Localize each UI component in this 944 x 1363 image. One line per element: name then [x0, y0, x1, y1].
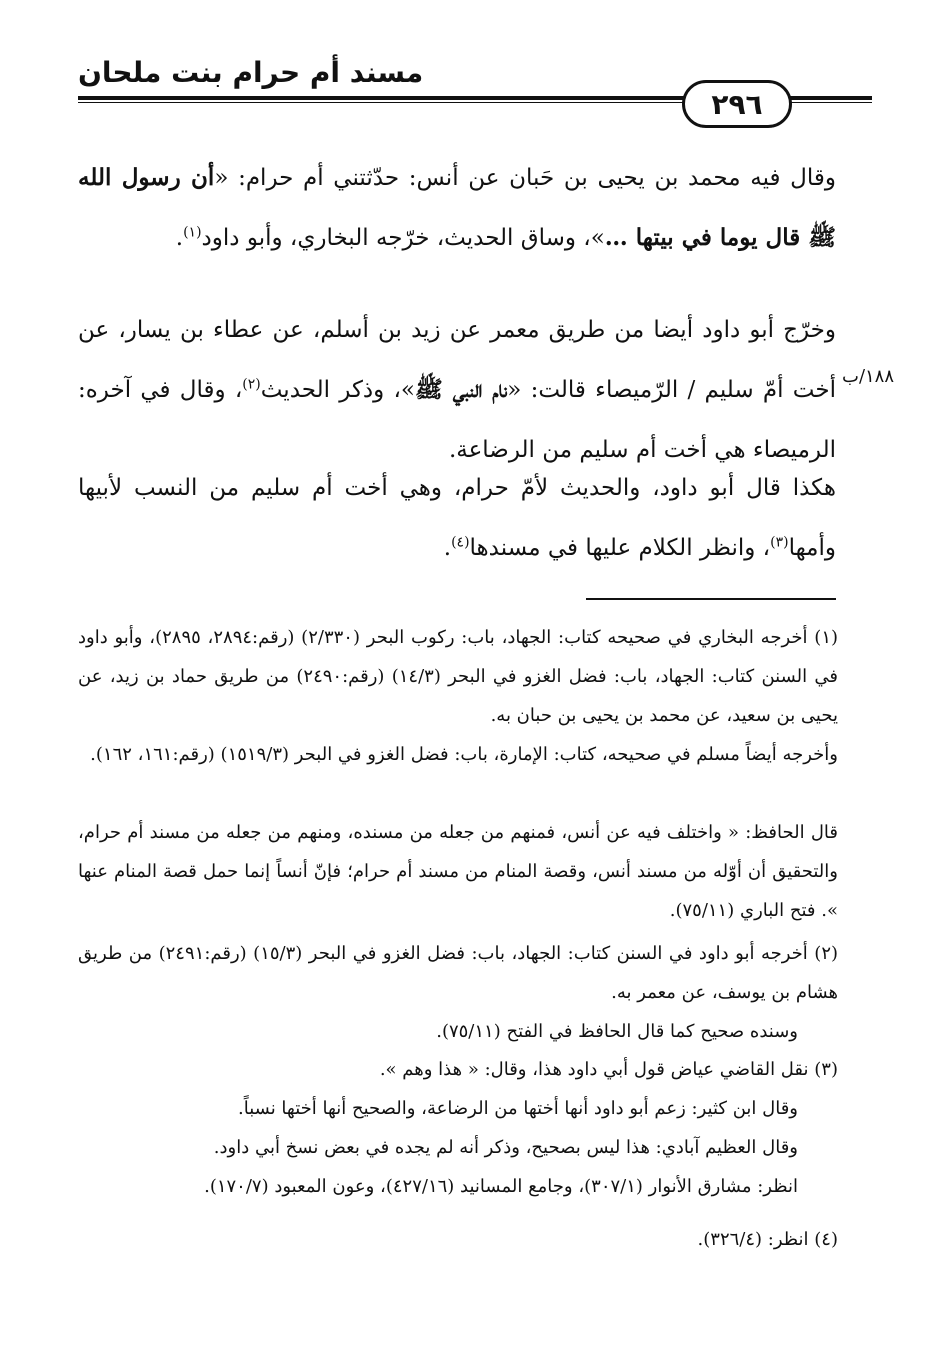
p2-text-a: وخرّج أبو داود أيضا من طريق معمر عن زيد بن أسلم، عن عطاء بن يسار، عن أخت أمّ سليم / الرّميصاء قالت: « [78, 317, 836, 403]
footnote-1 [78, 618, 838, 735]
p2-text-d: ، وقال في آخره: الرميصاء هي أخت أم سليم من الرضاعة. [78, 377, 836, 463]
p1-quote: أن رسول الله ﷺ قال يوما في بيتها … [78, 164, 836, 251]
footnote-1-line-1: (١) أخرجه البخاري في صحيحه كتاب: الجهاد، باب: ركوب البحر (٢/٣٣٠) (رقم:٢٨٩٤، ٢٨٩٥)، وأبو داود في السنن كتاب: الجهاد، باب: فضل الغزو في البحر (١٤/٣) (رقم:٢٤٩٠) من طريق حماد بن زيد، عن يحيى بن سعيد، عن محمد بن يحيى بن حبان به. [78, 627, 839, 726]
footnote-separator [586, 598, 836, 600]
p3-text-b: ، وانظر الكلام عليها في مسندها [469, 535, 771, 561]
paragraph-3 [78, 458, 836, 578]
footnote-1-part-2 [78, 735, 838, 774]
footnote-3 [78, 1050, 838, 1206]
paragraph-2 [78, 300, 836, 480]
footnote-ref-2[interactable]: (٢) [242, 376, 261, 393]
footnote-4 [78, 1220, 838, 1259]
footnote-ref-1[interactable]: (١) [183, 224, 202, 241]
paragraph-1 [78, 148, 836, 268]
footnote-3-line-1: (٣) نقل القاضي عياض قول أبي داود هذا، وقال: « هذا وهم ». [379, 1059, 838, 1080]
footnote-ref-4[interactable]: (٤) [451, 534, 470, 551]
footnote-3-line-2: وقال ابن كثير: زعم أبو داود أنها أختها من الرضاعة، والصحيح أنها أختها نسباً. [238, 1098, 798, 1119]
footnote-1-line-3: قال الحافظ: « واختلف فيه عن أنس، فمنهم من جعله من مسنده، ومنهم من جعله من مسند أم حرام، والتحقيق أن أوّله من مسند أنس، وقصة المنام من مسند أم حرام؛ فإنّ أنساً إنما حمل قصة المنام عنها ». فتح الباري (٧٥/١١). [78, 822, 838, 921]
footnote-1-line-2: وأخرجه أيضاً مسلم في صحيحه، كتاب: الإمارة، باب: فضل الغزو في البحر (١٥١٩/٣) (رقم:١٦١، ١٦٢). [90, 744, 838, 765]
footnote-2-line-2: وسنده صحيح كما قال الحافظ في الفتح (٧٥/١١). [436, 1021, 798, 1042]
footnote-2-line-1: (٢) أخرجه أبو داود في السنن كتاب: الجهاد، باب: فضل الغزو في البحر (١٥/٣) (رقم:٢٤٩١) من طريق هشام بن يوسف، عن معمر به. [78, 943, 839, 1003]
footnote-3-line-4: انظر: مشارق الأنوار (٣٠٧/١)، وجامع المسانيد (٤٢٧/١٦)، وعون المعبود (١٧٠/٧). [204, 1176, 798, 1197]
p1-end: . [175, 225, 184, 251]
page-number: ٢٩٦ [682, 80, 792, 128]
p3-end: . [443, 535, 452, 561]
p3-text-a: هكذا قال أبو داود، والحديث لأمّ حرام، وهي أخت أم سليم من النسب لأبيها وأمها [78, 475, 836, 561]
footnote-2 [78, 934, 838, 1051]
manuscript-folio-note: ١٨٨/ب [842, 366, 895, 387]
p1-text-c: »، وساق الحديث، خرّجه البخاري، وأبو داود [201, 225, 605, 251]
footnote-3-line-3: وقال العظيم آبادي: هذا ليس بصحيح، وذكر أنه لم يجده في بعض نسخ أبي داود. [213, 1137, 798, 1158]
footnote-4-line-1: (٤) انظر: (٣٢٦/٤). [697, 1229, 838, 1250]
p2-quote: نام النبي ﷺ [415, 376, 508, 403]
footnote-ref-3[interactable]: (٣) [770, 534, 789, 551]
p1-text-a: وقال فيه محمد بن يحيى بن حَبان عن أنس: حدّثتني أم حرام: « [214, 165, 836, 191]
footnote-1-part-3 [78, 813, 838, 930]
running-header-title: مسند أم حرام بنت ملحان [78, 56, 424, 89]
p2-text-c: »، وذكر الحديث [260, 377, 415, 403]
